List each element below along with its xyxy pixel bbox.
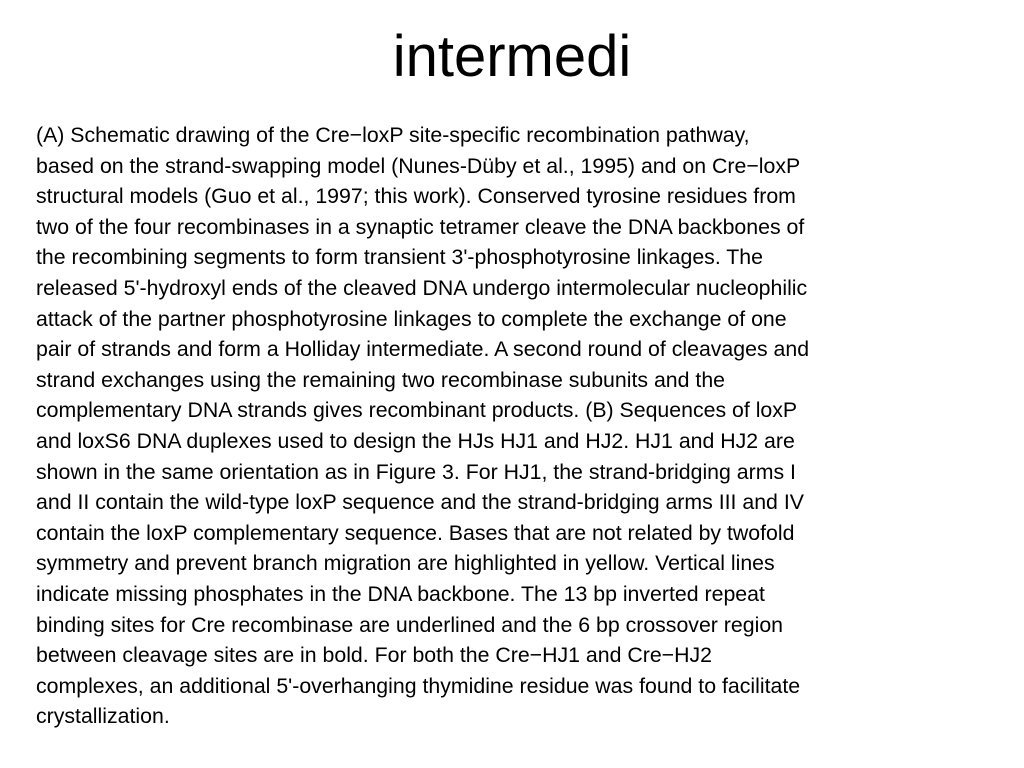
slide-body-text: (A) Schematic drawing of the Cre−loxP site-specific recombination pathway, based on the strand-swapping model (Nunes-Düby et al., 1995) and on Cre−loxP structural models (Guo et al., 1997; this work). Conserved tyrosine residues from two of the four recombinases in a synaptic tetramer cleave the DNA backbones of the recombining segments to form transient 3'-phosphotyrosine linkages. The released 5'-hydroxyl ends of the cleaved DNA undergo intermolecular nucleophilic attack of the partner phosphotyrosine linkages to complete the exchange of one pair of strands and form a Holliday intermediate. A second round of cleavages and strand exchanges using the remaining two recombinase subunits and the complementary DNA strands gives recombinant products. (B) Sequences of loxP and loxS6 DNA duplexes used to design the HJs HJ1 and HJ2. HJ1 and HJ2 are shown in the same orientation as in Figure 3. For HJ1, the strand-bridging arms I and II contain the wild-type loxP sequence and the strand-bridging arms III and IV contain the loxP complementary sequence. Bases that are not related by twofold symmetry and prevent branch migration are highlighted in yellow. Vertical lines indicate missing phosphates in the DNA backbone. The 13 bp inverted repeat binding sites for Cre recombinase are underlined and the 6 bp crossover region between cleavage sites are in bold. For both the Cre−HJ1 and Cre−HJ2 complexes, an additional 5'-overhanging thymidine residue was found to facilitate crystallization.	[36, 123, 810, 729]
slide-title: intermedi	[392, 24, 632, 89]
